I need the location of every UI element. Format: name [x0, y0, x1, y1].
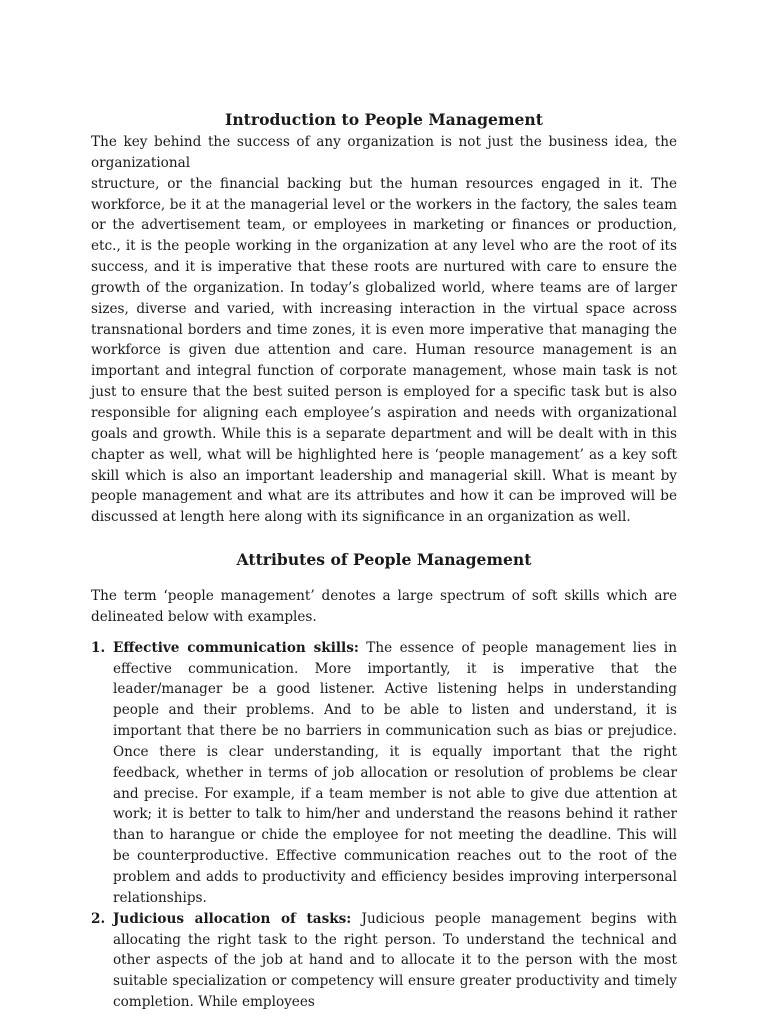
list-item-term: Effective communication skills:: [113, 639, 359, 656]
list-item-number: 1.: [91, 639, 106, 656]
document-content: [91, 108, 677, 1013]
intro-paragraph-line1: The key behind the success of any organization is not just the business idea, the: [91, 134, 677, 150]
intro-paragraph-body: structure, or the financial backing but the human resources engaged in it. The workforce, be it at the managerial level or the workers in the factory, the sales team or the advertisement team, or employees in marketing or finances or production, etc., it is the people working in the organization at any level who are the root of its success, and it is imperative that these roots are nurtured with care to ensure the growth of the organization. In today’s globalized world, where teams are of larger sizes, diverse and varied, with increasing interaction in the virtual space across transnational borders and time zones, it is even more imperative that managing the workforce is given due attention and care. Human resource management is an important and integral function of corporate management, whose main task is not just to ensure that the best suited person is employed for a specific task but is also responsible for aligning each employee’s aspiration and needs with organizational goals and growth. While this is a separate department and will be dealt with in this chapter as well, what will be highlighted here is ‘people management’ as a key soft skill which is also an important leadership and managerial skill. What is meant by people management and what are its attributes and how it can be improved will be discussed at length here along with its significance in an organization as well.: [91, 175, 677, 526]
attributes-list: [91, 638, 677, 1013]
list-item-term: Judicious allocation of tasks:: [113, 910, 352, 927]
list-item: [91, 638, 677, 909]
section-heading: Attributes of People Management: [236, 550, 532, 570]
list-item-number: 2.: [91, 910, 106, 927]
list-item-text: The essence of people management lies in effective communication. More importantly, it is imperative that the leader/manager be a good listener. Active listening helps in understanding people and their problems. And to be able to listen and understand, it is important that there be no barriers in communication such as bias or prejudice. Once there is clear understanding, it is equally important that the right feedback, whether in terms of job allocation or resolution of problems be clear and precise. For example, if a team member is not able to give due attention at work; it is better to talk to him/her and understand the reasons behind it rather than to harangue or chide the employee for not meeting the deadline. This will be counterproductive. Effective communication reaches out to the root of the problem and adds to productivity and efficiency besides improving interpersonal relationships.: [113, 639, 677, 906]
list-item: [91, 909, 677, 1013]
list-item-text: Judicious people management begins with allocating the right task to the right person. To understand the technical and other aspects of the job at hand and to allocate it to the person with the most suitable specialization or competency will ensure greater productivity and timely completion. While employees: [113, 910, 678, 1011]
intro-paragraph-line2: organizational: [91, 154, 191, 171]
section-lead-paragraph: The term ‘people management’ denotes a large spectrum of soft skills which are delineated below with examples.: [91, 588, 677, 625]
document-title: Introduction to People Management: [225, 110, 543, 129]
